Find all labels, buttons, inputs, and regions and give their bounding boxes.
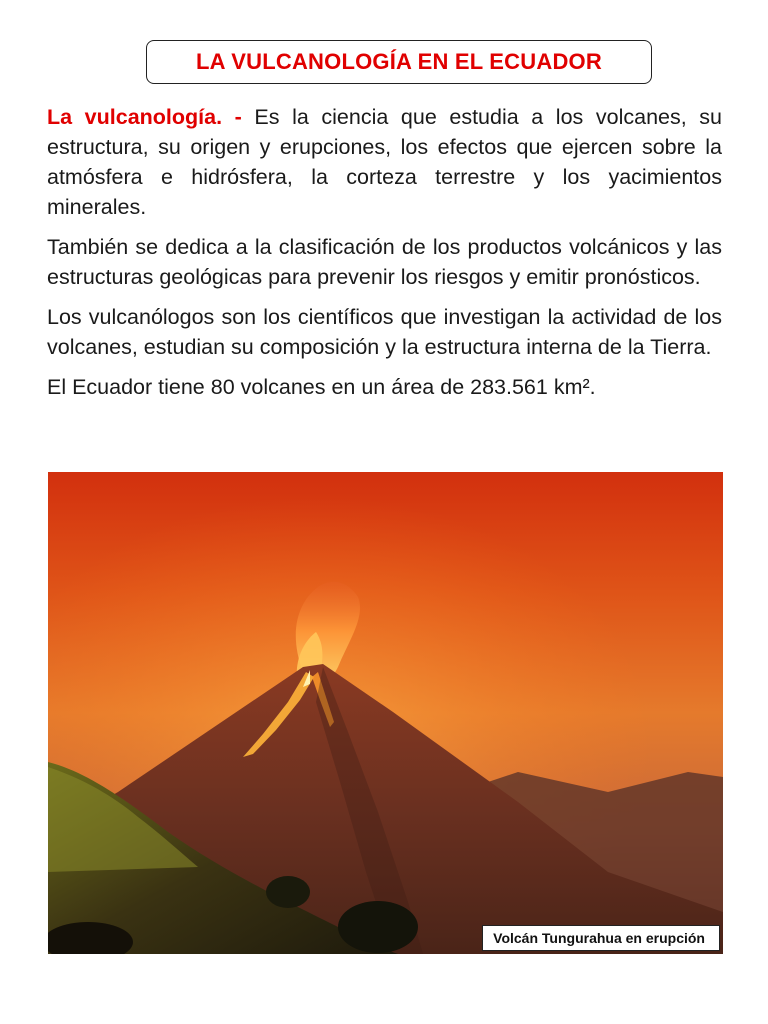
body-text <box>47 102 722 412</box>
volcano-illustration <box>48 472 723 954</box>
paragraph-definition <box>47 102 722 222</box>
photo-caption: Volcán Tungurahua en erupción <box>482 925 720 951</box>
paragraph-text: Es la ciencia que estudia a los volcanes, su estructura, su origen y erupciones, los efectos que ejercen sobre la atmósfera e hidrósfera, la corteza terrestre y los yacimientos minerales. <box>47 105 722 219</box>
paragraph-classification <box>47 232 722 292</box>
paragraph-text: Los vulcanólogos son los científicos que investigan la actividad de los volcanes, estudian su composición y la estructura interna de la Tierra. <box>47 305 722 359</box>
paragraph-ecuador-fact <box>47 372 722 402</box>
page-title: LA VULCANOLOGÍA EN EL ECUADOR <box>196 49 602 74</box>
paragraph-vulcanologists <box>47 302 722 362</box>
volcano-photo <box>48 472 723 954</box>
lead-term: La vulcanología. - <box>47 105 242 129</box>
paragraph-text: El Ecuador tiene 80 volcanes en un área de 283.561 km². <box>47 375 596 399</box>
title-box <box>146 40 652 84</box>
paragraph-text: También se dedica a la clasificación de los productos volcánicos y las estructuras geológicas para prevenir los riesgos y emitir pronósticos. <box>47 235 722 289</box>
